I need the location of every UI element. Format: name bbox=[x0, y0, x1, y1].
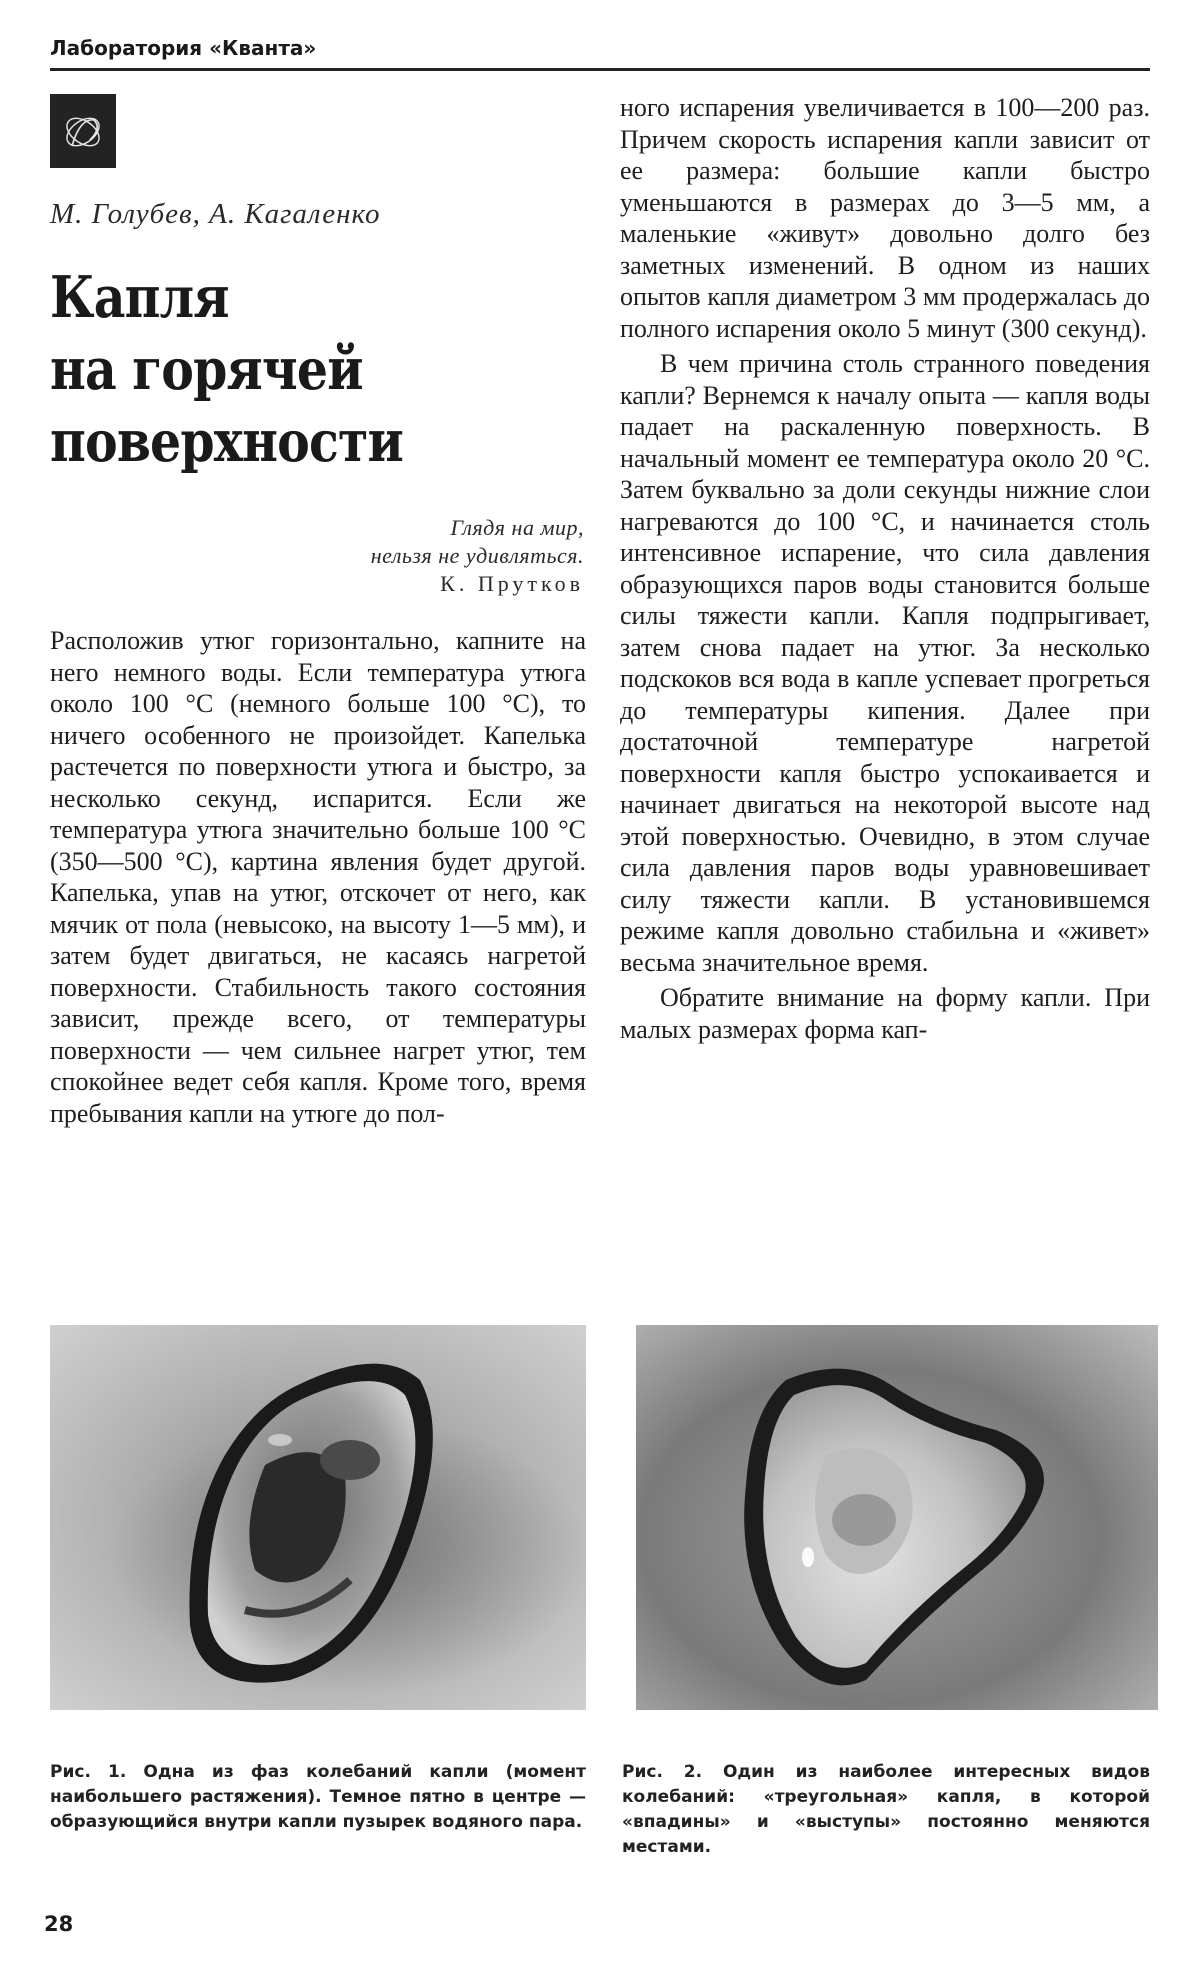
body-paragraph: В чем причина столь странного поведения капли? Вернемся к началу опыта — капля воды падает на раскаленную поверхность. В начальный момент ее температура около 20 °C. Затем буквально за доли секунды нижние слои нагреваются до 100 °C, и начинается столь интенсивное испарение, что сила давления образующихся паров воды становится больше силы тяжести капли. Капля подпрыгивает, затем снова падает на утюг. За несколько подскоков вся вода в капле успевает прогреться до температуры кипения. Далее при достаточной температуре нагретой поверхности капля быстро успокаивается и начинает двигаться на некоторой высоте над этой поверхностью. Очевидно, в этом случае сила давления паров воды уравновешивает силу тяжести капли. В установившемся режиме капля довольно стабильна и «живет» весьма значительное время. bbox=[620, 349, 1150, 977]
article-title bbox=[50, 262, 514, 478]
epigraph bbox=[371, 514, 584, 598]
section-label: Лаборатория «Кванта» bbox=[50, 36, 317, 60]
body-paragraph: Расположив утюг горизонтально, капните на него немного воды. Если температура утюга около 100 °C (немного больше 100 °C), то ничего особенного не произойдет. Капелька растечется по поверхности утюга и быстро, за несколько секунд, испарится. Если же температура утюга значительно больше 100 °C (350—500 °C), картина явления будет другой. Капелька, упав на утюг, отскочет от него, как мячик от пола (невысоко, на высоту 1—5 мм), и затем будет двигаться, не касаясь нагретой поверхности. Стабильность такого состояния зависит, прежде всего, от температуры поверхности — чем сильнее нагрет утюг, тем спокойнее ведет себя капля. Кроме того, время пребывания капли на утюге до пол- bbox=[50, 626, 586, 1128]
title-line: поверхности bbox=[50, 408, 404, 475]
kvant-lab-emblem-icon bbox=[50, 94, 116, 168]
left-column bbox=[50, 625, 586, 1129]
figure-2-caption: Рис. 2. Один из наиболее интересных видов колебаний: «треугольная» капля, в которой «впадины» и «выступы» постоянно меняются местами. bbox=[622, 1762, 1150, 1857]
title-line: Капля bbox=[50, 264, 229, 331]
epigraph-source: К. Прутков bbox=[440, 571, 584, 596]
figure-1-caption: Рис. 1. Одна из фаз колебаний капли (момент наибольшего растяжения). Темное пятно в центре — образующийся внутри капли пузырек водяного пара. bbox=[50, 1762, 586, 1832]
title-line: на горячей bbox=[50, 336, 363, 403]
figure-1-elongated-drop bbox=[50, 1325, 586, 1710]
article-authors: М. Голубев, А. Кагаленко bbox=[50, 198, 381, 230]
figure-2-triangular-drop bbox=[636, 1325, 1158, 1710]
epigraph-line: Глядя на мир, bbox=[450, 515, 584, 540]
right-column bbox=[620, 92, 1150, 1045]
header-rule bbox=[50, 68, 1150, 71]
body-paragraph: Обратите внимание на форму капли. При малых размерах форма кап- bbox=[620, 983, 1150, 1044]
page-number: 28 bbox=[44, 1912, 74, 1936]
body-paragraph: ного испарения увеличивается в 100—200 раз. Причем скорость испарения капли зависит от ее размера: большие капли быстро уменьшаются в размерах до 3—5 мм, а маленькие «живут» довольно долго без заметных изменений. В одном из наших опытов капля диаметром 3 мм продержалась до полного испарения около 5 минут (300 секунд). bbox=[620, 93, 1150, 343]
epigraph-line: нельзя не удивляться. bbox=[370, 543, 584, 568]
